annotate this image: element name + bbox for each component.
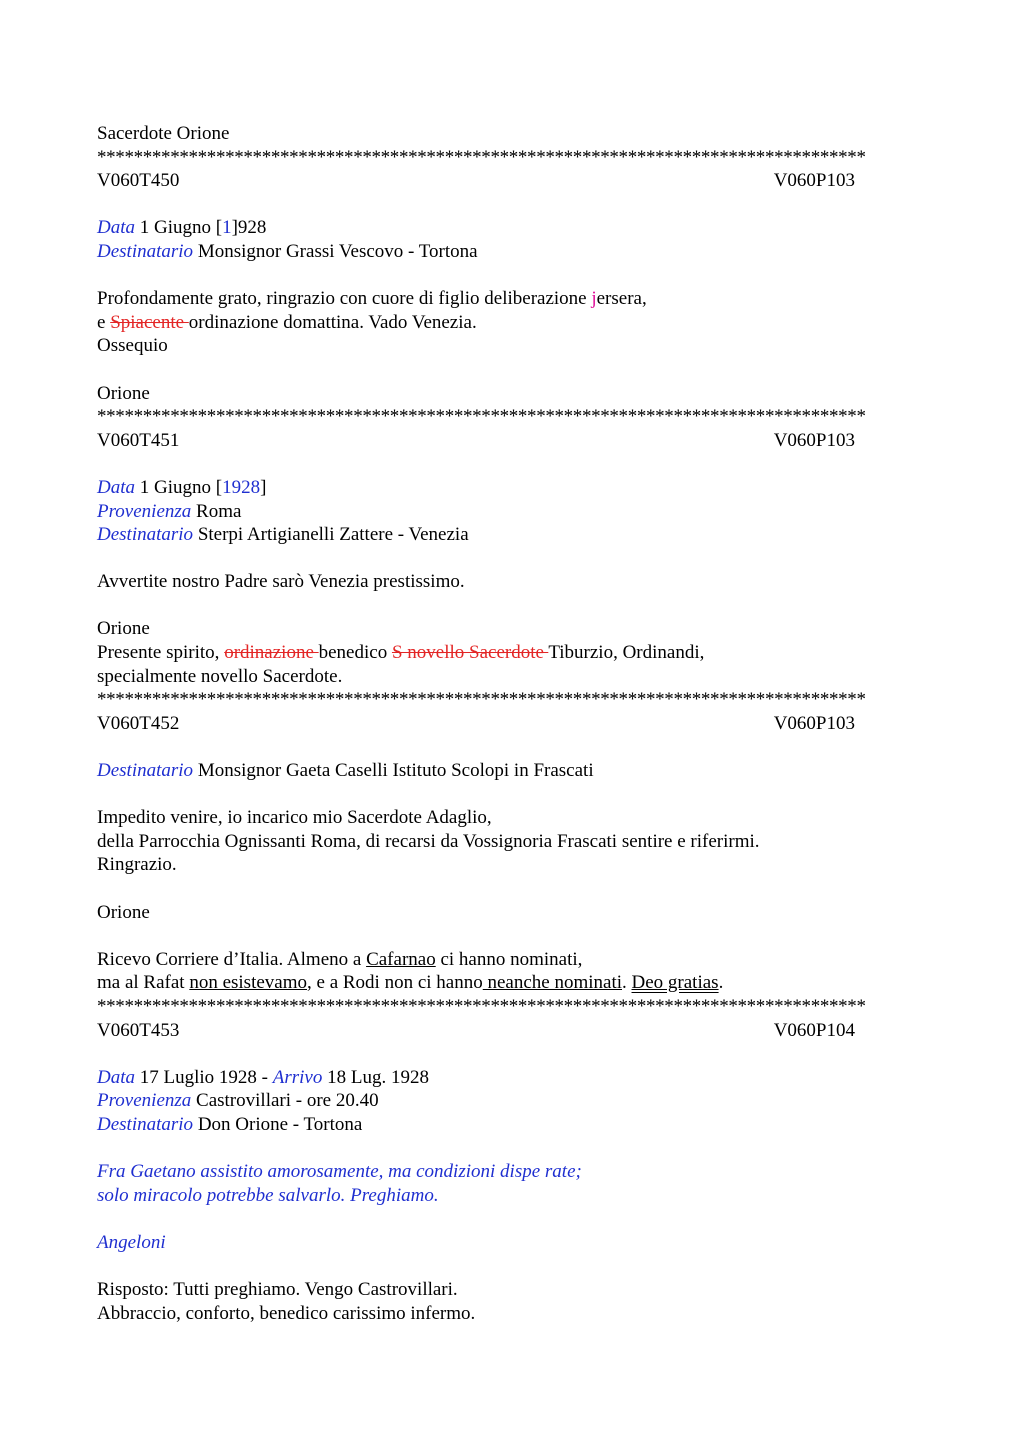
data-line: Data 1 Giugno [1]928 [97,217,267,239]
postscript-line: Presente spirito, ordinazione benedico S novello Sacerdote Tiburzio, Ordinandi, [97,642,705,664]
body-line: della Parrocchia Ognissanti Roma, di recarsi da Vossignoria Frascati sentire e riferirmi. [97,830,760,852]
body-line: Ringrazio. [97,854,177,876]
provenienza-line: Provenienza Castrovillari - ore 20.40 [97,1090,379,1112]
body-line: e Spiacente ordinazione domattina. Vado Venezia. [97,311,477,333]
sender-signature: Angeloni [97,1231,166,1253]
letter-code: V060T450 [97,170,180,192]
destinatario-label: Destinatario [97,1113,194,1135]
body-line: Ossequio [97,335,168,357]
arrivo-label: Arrivo [272,1066,323,1088]
editorial-mark: j [591,288,597,310]
data-line: Data 17 Luglio 1928 - Arrivo 18 Lug. 1928 [97,1066,429,1088]
incoming-message-line: solo miracolo potrebbe salvarlo. Preghiamo. [97,1184,439,1206]
underlined-text: non esistevamo [189,972,308,994]
body-line: Profondamente grato, ringrazio con cuore di figlio deliberazione jersera, [97,288,647,310]
destinatario-label: Destinatario [97,524,194,546]
page-code: V060P103 [773,429,855,451]
reply-line: Abbraccio, conforto, benedico carissimo infermo. [97,1302,476,1324]
editorial-insertion: 1 [222,217,232,239]
page-code: V060P103 [773,170,855,192]
body-line: Impedito venire, io incarico mio Sacerdote Adaglio, [97,807,492,829]
data-label: Data [97,1066,135,1088]
signature: Orione [97,382,150,404]
provenienza-label: Provenienza [97,1090,192,1112]
signature: Orione [97,901,150,923]
destinatario-line: Destinatario Don Orione - Tortona [97,1113,363,1135]
data-line: Data 1 Giugno [1928] [97,476,267,498]
destinatario-line: Destinatario Sterpi Artigianelli Zattere - Venezia [97,524,469,546]
destinatario-label: Destinatario [97,240,194,262]
letter-code-row [97,1019,855,1043]
letter-code: V060T451 [97,429,180,451]
deleted-text: S novello Sacerdote [391,642,549,664]
signature: Orione [97,618,150,640]
separator: ************************************************************************************ [97,146,866,168]
destinatario-line: Destinatario Monsignor Gaeta Caselli Istituto Scolopi in Frascati [97,760,594,782]
data-label: Data [97,476,135,498]
provenienza-label: Provenienza [97,500,192,522]
destinatario-label: Destinatario [97,760,194,782]
document-page [97,122,927,1325]
separator: ************************************************************************************ [97,689,866,711]
body-line: Avvertite nostro Padre sarò Venezia prestissimo. [97,571,465,593]
page-code: V060P104 [773,1019,855,1041]
data-label: Data [97,217,135,239]
document-title: Sacerdote Orione [97,123,230,144]
letter-code-row [97,429,855,453]
separator: ************************************************************************************ [97,995,866,1017]
postscript-line: Ricevo Corriere d’Italia. Almeno a Cafarnao ci hanno nominati, [97,948,583,970]
destinatario-line: Destinatario Monsignor Grassi Vescovo - Tortona [97,240,478,262]
double-underlined-text: Deo gratias [631,972,719,994]
editorial-insertion: 1928 [222,476,261,498]
letter-code: V060T452 [97,712,180,734]
reply-line: Risposto: Tutti preghiamo. Vengo Castrovillari. [97,1279,458,1301]
deleted-text: Spiacente [110,311,189,333]
postscript-line: specialmente novello Sacerdote. [97,665,343,687]
provenienza-line: Provenienza Roma [97,500,242,522]
incoming-message-line: Fra Gaetano assistito amorosamente, ma condizioni dispe rate; [97,1161,582,1183]
page-code: V060P103 [773,712,855,734]
separator: ************************************************************************************ [97,406,866,428]
underlined-text: neanche nominati [482,972,623,994]
letter-code: V060T453 [97,1019,180,1041]
letter-code-row [97,169,855,193]
postscript-line: ma al Rafat non esistevamo, e a Rodi non ci hanno neanche nominati. Deo gratias. [97,972,724,994]
underlined-text: Cafarnao [366,948,436,970]
letter-code-row [97,712,855,736]
deleted-text: ordinazione [224,642,319,664]
